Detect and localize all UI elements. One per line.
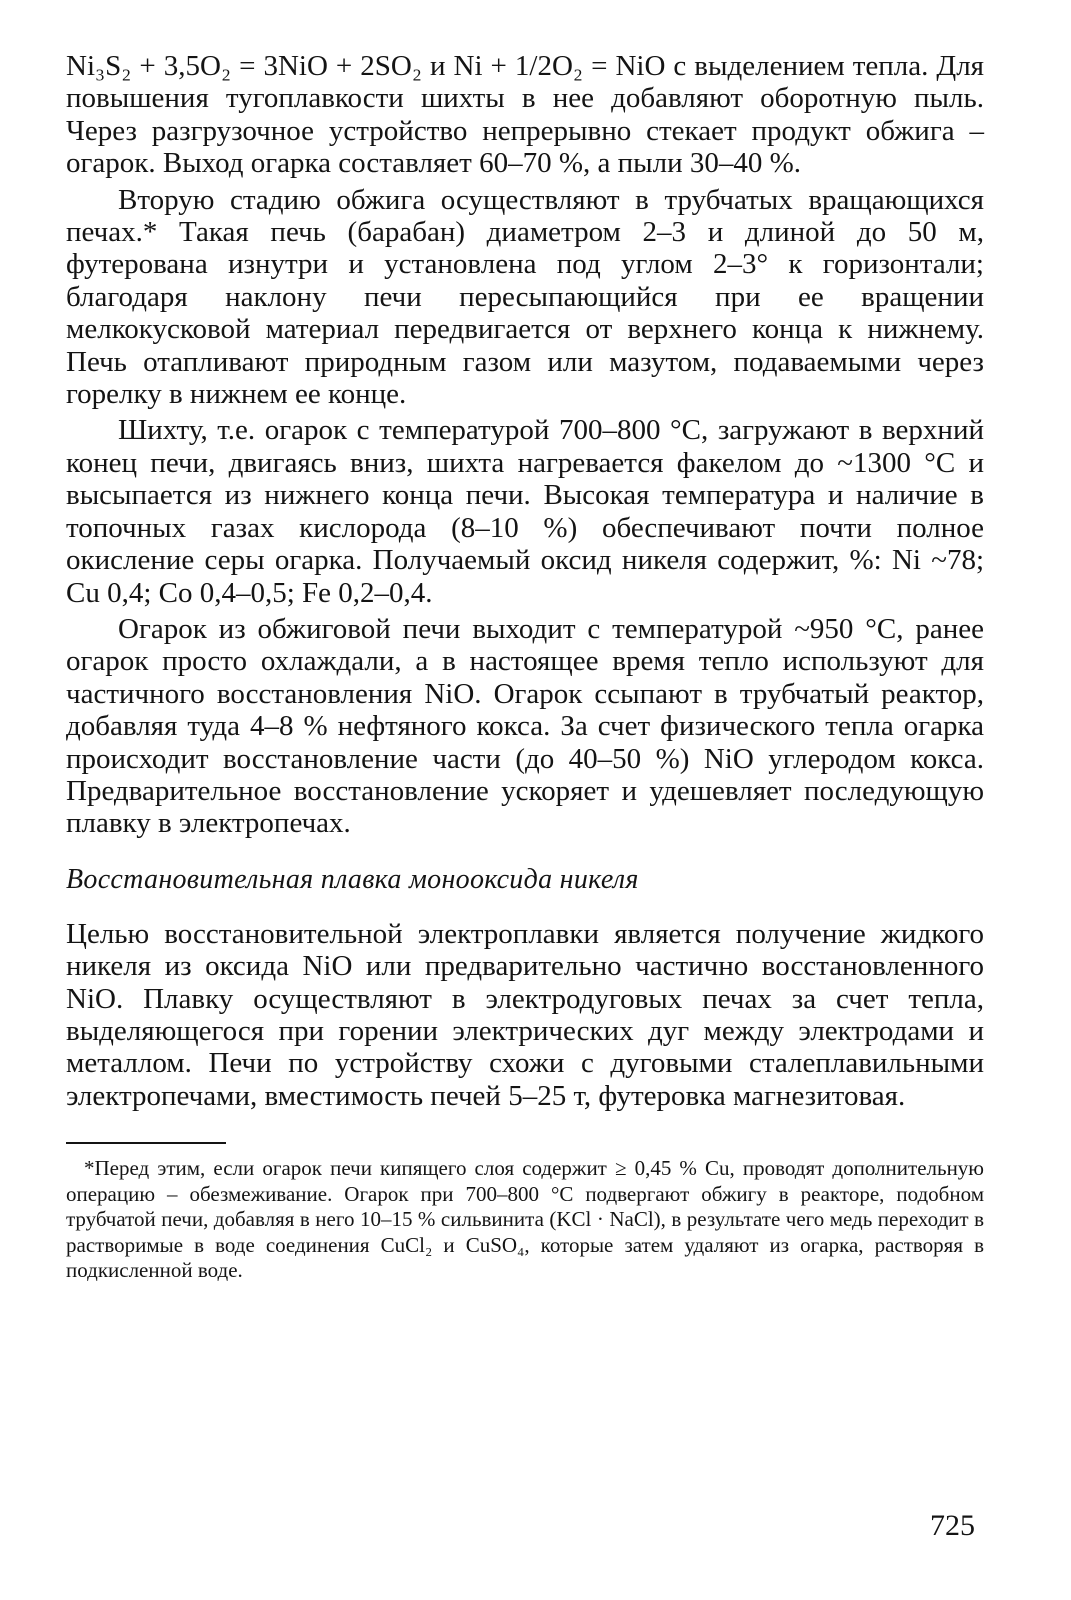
- page-body: [66, 50, 984, 1284]
- paragraph-4: Огарок из обжиговой печи выходит с температурой ~950 °С, ранее огарок просто охлаждали, а в настоящее время тепло используют для частичного восстановления NiO. Огарок ссыпают в трубчатый реактор, добавляя туда 4–8 % нефтяного кокса. За счет физического тепла огарка происходит восстановление части (до 40–50 %) NiO углеродом кокса. Предварительное восстановление ускоряет и удешевляет последующую плавку в электропечах.: [66, 612, 984, 840]
- section-paragraph: Целью восстановительной электроплавки является получение жидкого никеля из оксида NiO или предварительно частично восстановленного NiO. Плавку осуществляют в электродуговых печах за счет тепла, выделяющегося при горении электрических дуг между электродами и металлом. Печи по устройству схожи с дуговыми сталеплавильными электропечами, вместимость печей 5–25 т, футеровка магнезитовая.: [66, 917, 984, 1112]
- paragraph-3: Шихту, т.е. огарок с температурой 700–800 °С, загружают в верхний конец печи, двигаясь вниз, шихта нагревается факелом до ~1300 °С и высыпается из нижнего конца печи. Высокая температура и наличие в топочных газах кислорода (8–10 %) обеспечивают почти полное окисление серы огарка. Получаемый оксид никеля содержит, %: Ni ~78; Cu 0,4; Co 0,4–0,5; Fe 0,2–0,4.: [66, 414, 984, 609]
- footnote-divider: [66, 1142, 226, 1144]
- paragraph-1: Ni₃S₂ + 3,5O₂ = 3NiO + 2SO₂ и Ni + 1/2O₂ = NiO с выделением тепла. Для повышения тугоплавкости шихты в нее добавляют оборотную пыль. Через разгрузочное устройство непрерывно стекает продукт обжига – огарок. Выход огарка составляет 60–70 %, а пыли 30–40 %.: [66, 50, 984, 180]
- page-number: 725: [930, 1509, 975, 1542]
- footnote: *Перед этим, если огарок печи кипящего слоя содержит ≥ 0,45 % Cu, проводят дополнительную операцию – обезмеживание. Огарок при 700–800 °С подвергают обжигу в реакторе, подобном трубчатой печи, добавляя в него 10–15 % сильвинита (KCl · NaCl), в результате чего медь переходит в растворимые в воде соединения CuCl₂ и CuSO₄, которые затем удаляют из огарка, растворяя в подкисленной воде.: [66, 1156, 984, 1283]
- section-heading: Восстановительная плавка монооксида никеля: [66, 863, 639, 895]
- paragraph-2: Вторую стадию обжига осуществляют в трубчатых вращающихся печах.* Такая печь (барабан) диаметром 2–3 и длиной до 50 м, футерована изнутри и установлена под углом 2–3° к горизонтали; благодаря наклону печи пересыпающийся при ее вращении мелкокусковой материал передвигается от верхнего конца к нижнему. Печь отапливают природным газом или мазутом, подаваемыми через горелку в нижнем ее конце.: [66, 183, 984, 411]
